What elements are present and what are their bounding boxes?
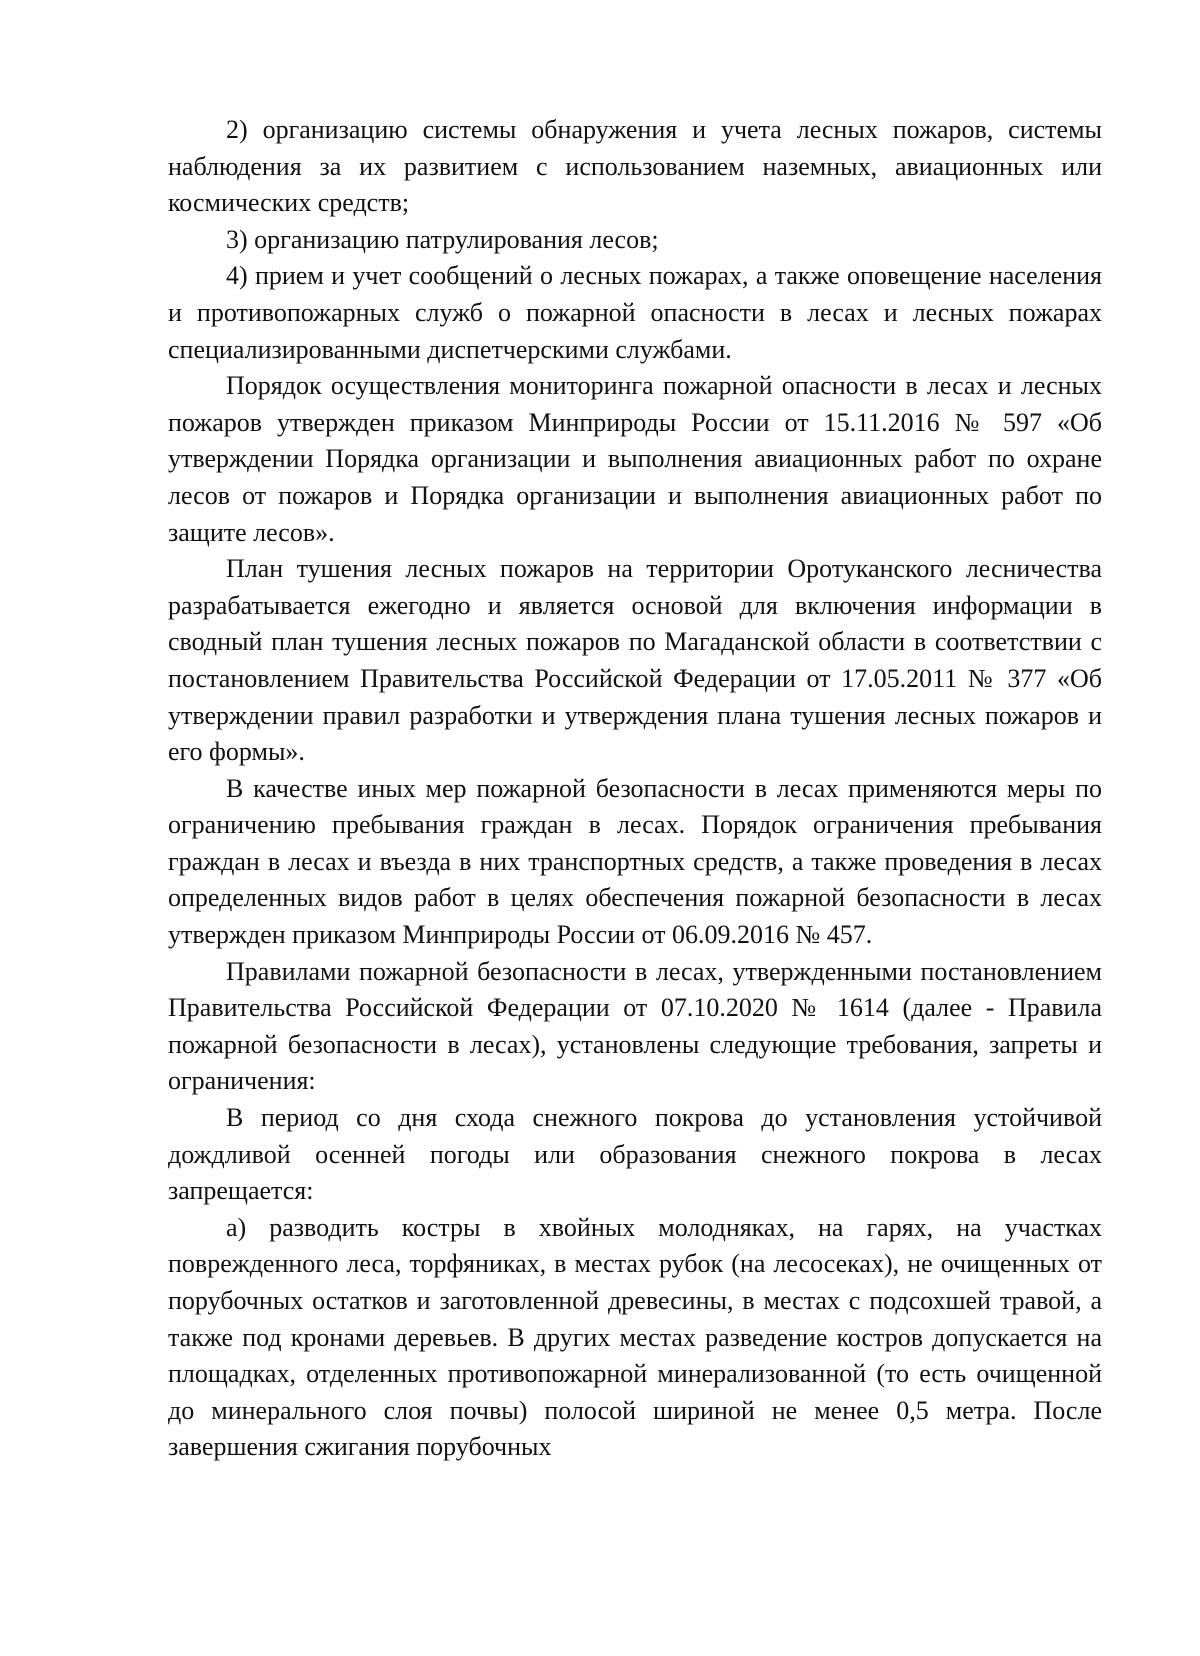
paragraph-item-2: 2) организацию системы обнаружения и учета лесных пожаров, системы наблюдения за их развитием с использованием наземных, авиационных или космических средств; xyxy=(168,115,1102,218)
paragraph-item-4: 4) прием и учет сообщений о лесных пожарах, а также оповещение населения и противопожарных служб о пожарной опасности в лесах и лесных пожарах специализированными диспетчерскими службами. xyxy=(168,261,1102,364)
paragraph-prohibited-period: В период со дня схода снежного покрова до установления устойчивой дождливой осенней погоды или образования снежного покрова в лесах запрещается: xyxy=(168,1103,1102,1206)
paragraph-other-measures: В качестве иных мер пожарной безопасности в лесах применяются меры по ограничению пребывания граждан в лесах. Порядок ограничения пребывания граждан в лесах и въезда в них транспортных средств, а также проведения в лесах определенных видов работ в целях обеспечения пожарной безопасности в лесах утвержден приказом Минприроды России от 06.09.2016 № 457. xyxy=(168,773,1102,950)
document-body xyxy=(168,112,1102,1466)
paragraph-item-a: а) разводить костры в хвойных молодняках, на гарях, на участках поврежденного леса, торфяниках, в местах рубок (на лесосеках), не очищенных от порубочных остатков и заготовленной древесины, в местах с подсохшей травой, а также под кронами деревьев. В других местах разведение костров допускается на площадках, отделенных противопожарной минерализованной (то есть очищенной до минерального слоя почвы) полосой шириной не менее 0,5 метра. После завершения сжигания порубочных xyxy=(168,1212,1102,1462)
paragraph-monitoring-order: Порядок осуществления мониторинга пожарной опасности в лесах и лесных пожаров утвержден приказом Минприроды России от 15.11.2016 № 597 «Об утверждении Порядка организации и выполнения авиационных работ по охране лесов от пожаров и Порядка организации и выполнения авиационных работ по защите лесов». xyxy=(168,371,1102,547)
paragraph-item-3: 3) организацию патрулирования лесов; xyxy=(226,224,659,254)
paragraph-fire-plan: План тушения лесных пожаров на территории Оротуканского лесничества разрабатывается ежегодно и является основой для включения информации в сводный план тушения лесных пожаров по Магаданской области в соответствии с постановлением Правительства Российской Федерации от 17.05.2011 № 377 «Об утверждении правил разработки и утверждения плана тушения лесных пожаров и его формы». xyxy=(168,554,1102,767)
paragraph-fire-rules: Правилами пожарной безопасности в лесах, утвержденными постановлением Правительства Российской Федерации от 07.10.2020 № 1614 (далее - Правила пожарной безопасности в лесах), установлены следующие требования, запреты и ограничения: xyxy=(168,956,1102,1096)
